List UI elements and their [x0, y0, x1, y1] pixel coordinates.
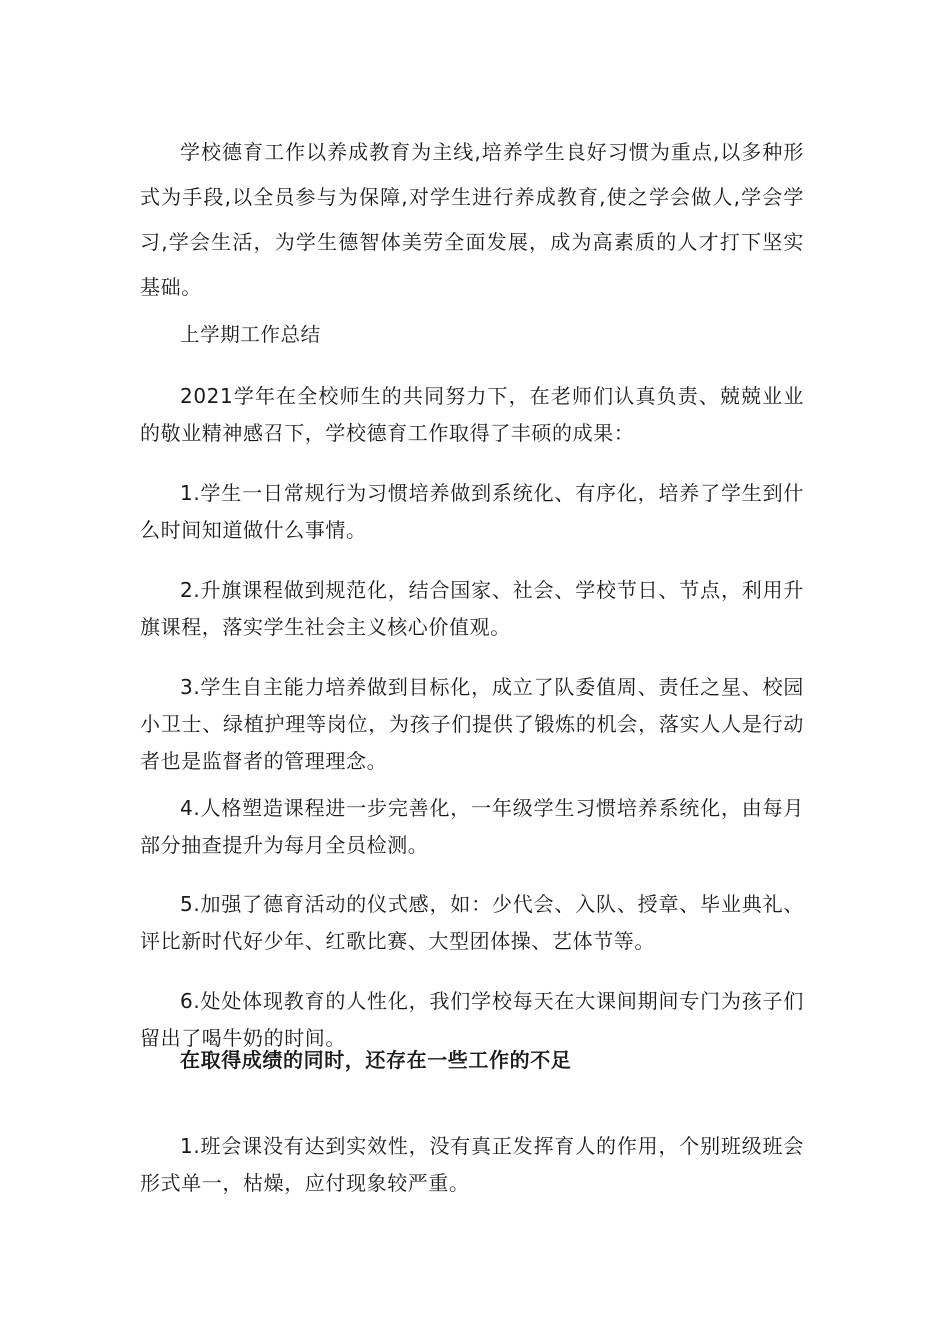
summary-paragraph: 2021学年在全校师生的共同努力下，在老师们认真负责、兢兢业业的敬业精神感召下，学校德育工作取得了丰硕的成果：	[140, 384, 804, 445]
section-title: 上学期工作总结	[180, 323, 321, 346]
shortcomings-title: 在取得成绩的同时，还存在一些工作的不足	[180, 1048, 572, 1072]
achievement-item-4: 4.人格塑造课程进一步完善化，一年级学生习惯培养系统化，由每月部分抽查提升为每月全员检测。	[140, 796, 804, 857]
shortcoming-item-1: 1.班会课没有达到实效性，没有真正发挥育人的作用，个别班级班会形式单一，枯燥，应付现象较严重。	[140, 1134, 804, 1195]
intro-paragraph: 学校德育工作以养成教育为主线,培养学生良好习惯为重点,以多种形式为手段,以全员参与为保障,对学生进行养成教育,使之学会做人,学会学习,学会生活，为学生德智体美劳全面发展，成为高素质的人才打下坚实基础。	[140, 140, 804, 299]
achievement-item-5: 5.加强了德育活动的仪式感，如：少代会、入队、授章、毕业典礼、评比新时代好少年、红歌比赛、大型团体操、艺体节等。	[140, 892, 804, 953]
achievement-item-3: 3.学生自主能力培养做到目标化，成立了队委值周、责任之星、校园小卫士、绿植护理等岗位，为孩子们提供了锻炼的机会，落实人人是行动者也是监督者的管理理念。	[140, 675, 804, 773]
achievement-item-1: 1.学生一日常规行为习惯培养做到系统化、有序化，培养了学生到什么时间知道做什么事情。	[140, 481, 804, 542]
achievement-item-6: 6.处处体现教育的人性化，我们学校每天在大课间期间专门为孩子们留出了喝牛奶的时间。	[140, 989, 804, 1050]
achievement-item-2: 2.升旗课程做到规范化，结合国家、社会、学校节日、节点，利用升旗课程，落实学生社会主义核心价值观。	[140, 578, 804, 639]
